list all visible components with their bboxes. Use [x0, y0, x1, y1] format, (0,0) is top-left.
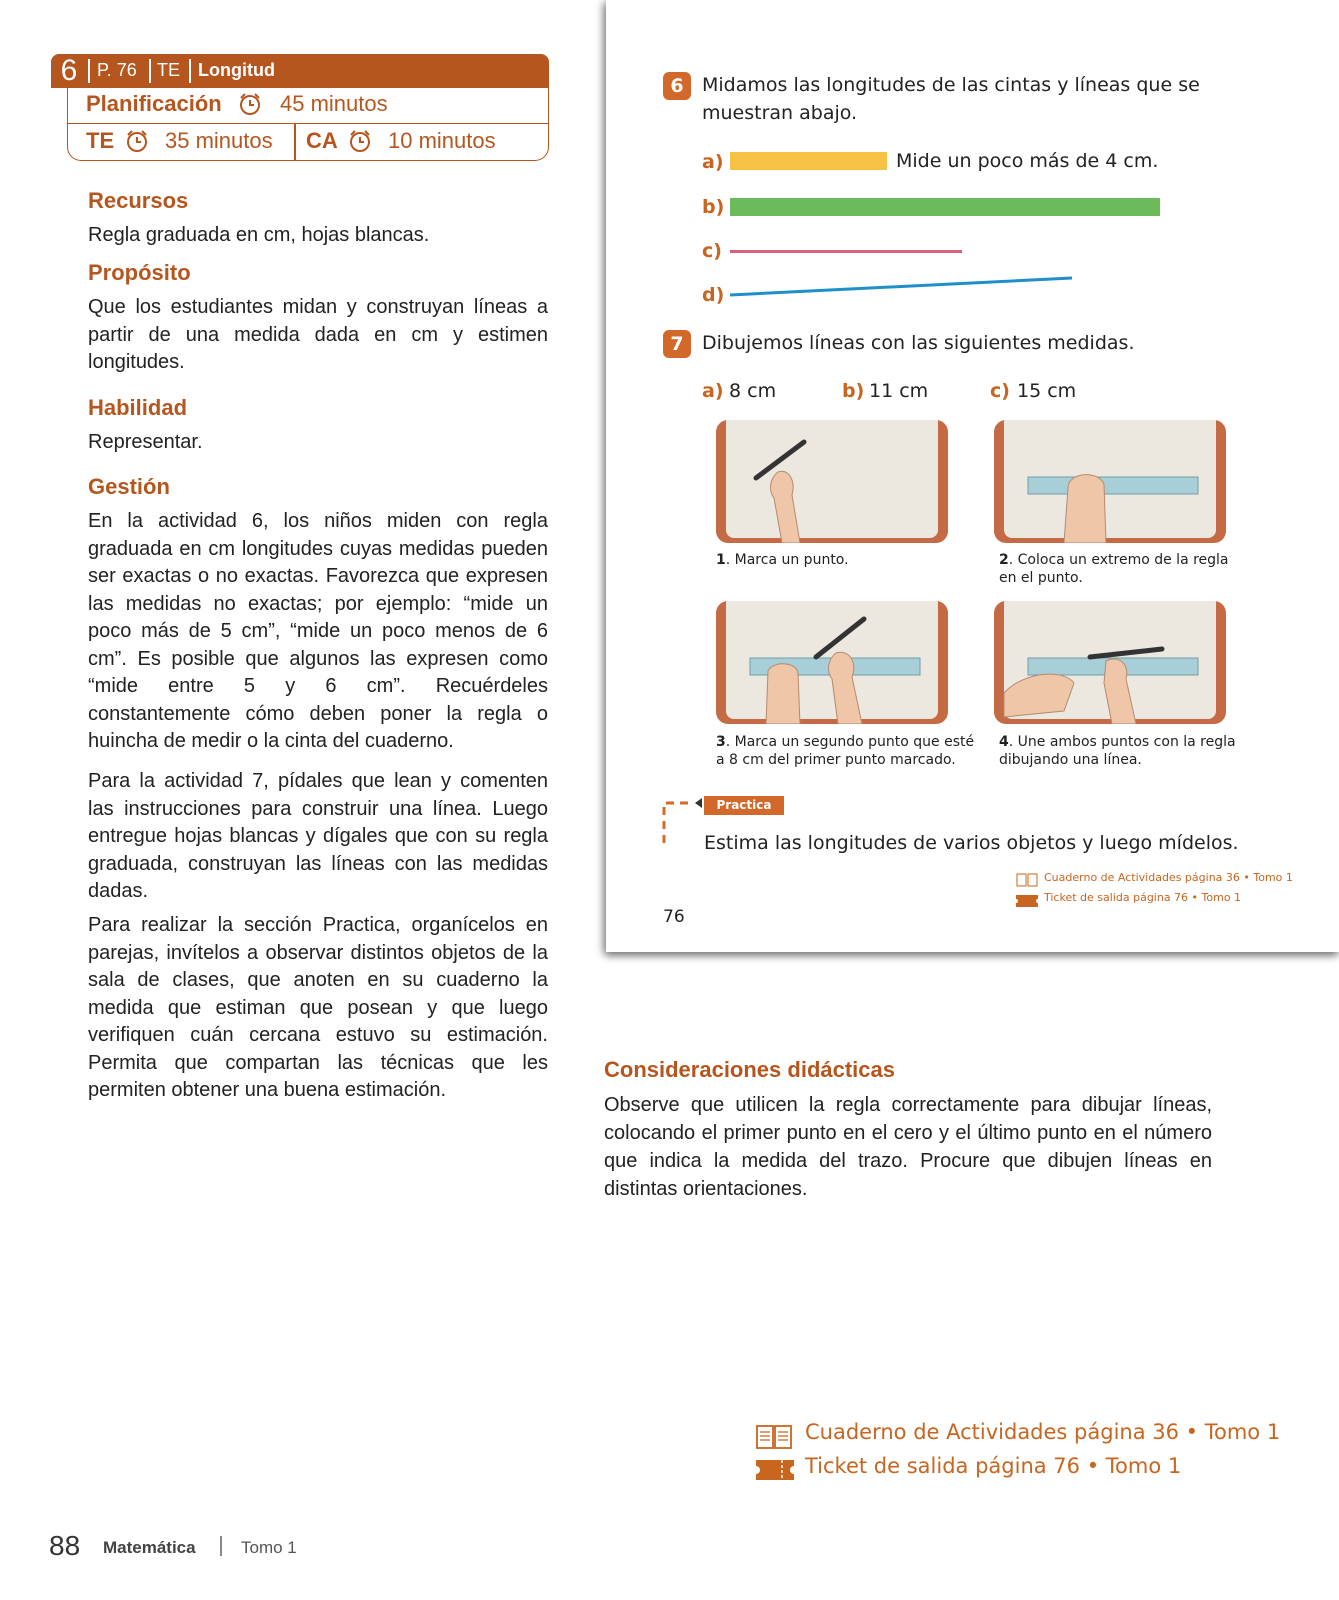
- proposito-heading: Propósito: [88, 260, 191, 285]
- recursos-text: Regla graduada en cm, hojas blancas.: [88, 224, 430, 246]
- item-label: a): [702, 151, 724, 173]
- divider: [149, 59, 151, 83]
- practica-tag: Practica: [704, 796, 784, 815]
- step-text: en el punto.: [999, 570, 1083, 586]
- gestion-paragraph: Para la actividad 7, pídales que lean y comenten las instrucciones para construir una línea. Luego entregue hojas blancas y dígales que con su regla graduada, construyan las líneas con las medidas dadas.: [88, 770, 548, 902]
- clock-icon: [125, 129, 149, 153]
- gestion-heading: Gestión: [88, 474, 170, 499]
- planning-time: 45 minutos: [280, 91, 388, 116]
- blue-line: [726, 270, 1076, 300]
- step-text: . Marca un segundo punto que esté: [725, 734, 975, 750]
- step-number: 2: [999, 552, 1009, 568]
- divider: [88, 59, 90, 83]
- item-label: d): [702, 284, 725, 306]
- practica-text: Estima las longitudes de varios objetos y luego mídelos.: [704, 832, 1239, 854]
- step-caption: [999, 551, 1229, 587]
- clock-icon: [348, 129, 372, 153]
- consideraciones-text: Observe que utilicen la regla correctamente para dibujar líneas, colocando el primer punto en el cero y el último punto en el número que indica la medida del trazo. Procure que dibujen líneas en distintas orientaciones.: [604, 1094, 1212, 1200]
- ticket-ref: Ticket de salida página 76 • Tomo 1: [805, 1454, 1182, 1478]
- measure-value: 8 cm: [729, 380, 777, 402]
- ticket-icon: [1016, 892, 1038, 911]
- step-caption: [716, 551, 849, 569]
- step-number: 4: [999, 734, 1009, 750]
- te-label: TE: [86, 128, 115, 153]
- lesson-number: 6: [60, 54, 78, 87]
- habilidad-heading: Habilidad: [88, 395, 188, 420]
- book-page-number: 76: [663, 907, 685, 927]
- subject-label: Matemática: [103, 1538, 196, 1557]
- step-number: 1: [716, 552, 726, 568]
- notebook-ref: Cuaderno de Actividades página 36 • Tomo 1: [805, 1420, 1281, 1444]
- clock-icon: [238, 92, 262, 116]
- measure-value: 11 cm: [869, 380, 929, 402]
- page-number: 88: [49, 1530, 81, 1561]
- dashed-bracket: [658, 795, 708, 845]
- step-photo: [994, 420, 1226, 543]
- step-caption: [999, 733, 1236, 769]
- ticket-icon: [756, 1460, 794, 1484]
- step-text: dibujando una línea.: [999, 752, 1142, 768]
- measure-label: b): [842, 380, 865, 402]
- item-label: c): [702, 240, 722, 262]
- question-text: Dibujemos líneas con las siguientes medidas.: [702, 332, 1135, 354]
- planning-header: [51, 54, 549, 162]
- gestion-paragraph: En la actividad 6, los niños miden con regla graduada en cm longitudes cuyas medidas pueden ser exactas o no exactas. Favorezca que expresen las medidas no exactas; por ejemplo: “mide un poco más de 5 cm”, “mide un poco menos de 6 cm”. Es posible que algunos las expresen como “mide entre 5 y 6 cm”. Recuérdeles constantemente cómo deben poner la regla o huincha de medir o la cinta del cuaderno.: [88, 510, 548, 752]
- divider: [294, 123, 296, 160]
- notebook-icon: [1016, 872, 1038, 891]
- gestion-paragraph: Para realizar la sección Practica, organícelos en parejas, invítelos a observar distintos objetos de la sala de clases, que anoten en su cuaderno la medida que estiman que posean y que luego verifiquen cuán cercana estuvo su estimación. Permita que compartan las técnicas que les permiten obtener una buena estimación.: [88, 914, 548, 1101]
- step-caption: [716, 733, 974, 769]
- divider: [189, 59, 191, 83]
- header-bar: [51, 54, 549, 88]
- measure-label: a): [702, 380, 724, 402]
- item-note: Mide un poco más de 4 cm.: [896, 150, 1159, 172]
- notebook-icon: [756, 1424, 792, 1454]
- student-book-page: [606, 0, 1339, 952]
- step-number: 3: [716, 734, 726, 750]
- step-photo: [994, 601, 1226, 724]
- measure-label: c): [990, 380, 1010, 402]
- type-label: TE: [157, 60, 181, 80]
- habilidad-text: Representar.: [88, 431, 203, 453]
- header-body: [67, 88, 549, 161]
- ca-label: CA: [306, 128, 338, 153]
- question-text: muestran abajo.: [702, 102, 858, 124]
- proposito-text: Que los estudiantes midan y construyan líneas a partir de una medida dada en cm y estimen longitudes.: [88, 296, 548, 373]
- notebook-ref: Cuaderno de Actividades página 36 • Tomo 1: [1044, 871, 1293, 884]
- question-text: Midamos las longitudes de las cintas y líneas que se: [702, 74, 1200, 96]
- divider: [220, 1536, 222, 1556]
- planning-label: Planificación: [86, 91, 222, 116]
- step-text: . Marca un punto.: [725, 552, 849, 568]
- item-label: b): [702, 196, 725, 218]
- page-ref: P. 76: [97, 60, 137, 80]
- step-text: . Coloca un extremo de la regla: [1008, 552, 1229, 568]
- yellow-strip: [730, 152, 887, 170]
- topic-label: Longitud: [198, 60, 275, 80]
- question-badge: 6: [663, 72, 691, 100]
- planning-row: [68, 88, 548, 124]
- green-strip: [730, 198, 1160, 216]
- ticket-ref: Ticket de salida página 76 • Tomo 1: [1044, 891, 1242, 904]
- recursos-heading: Recursos: [88, 188, 189, 213]
- tomo-label: Tomo 1: [241, 1538, 297, 1557]
- question-badge: 7: [663, 330, 691, 358]
- measure-value: 15 cm: [1017, 380, 1077, 402]
- step-text: a 8 cm del primer punto marcado.: [716, 752, 956, 768]
- step-photo: [716, 601, 948, 724]
- pink-line: [730, 250, 962, 253]
- ca-time: 10 minutos: [388, 128, 496, 153]
- consideraciones-heading: Consideraciones didácticas: [604, 1057, 895, 1082]
- step-text: . Une ambos puntos con la regla: [1008, 734, 1236, 750]
- step-photo: [716, 420, 948, 543]
- te-time: 35 minutos: [165, 128, 273, 153]
